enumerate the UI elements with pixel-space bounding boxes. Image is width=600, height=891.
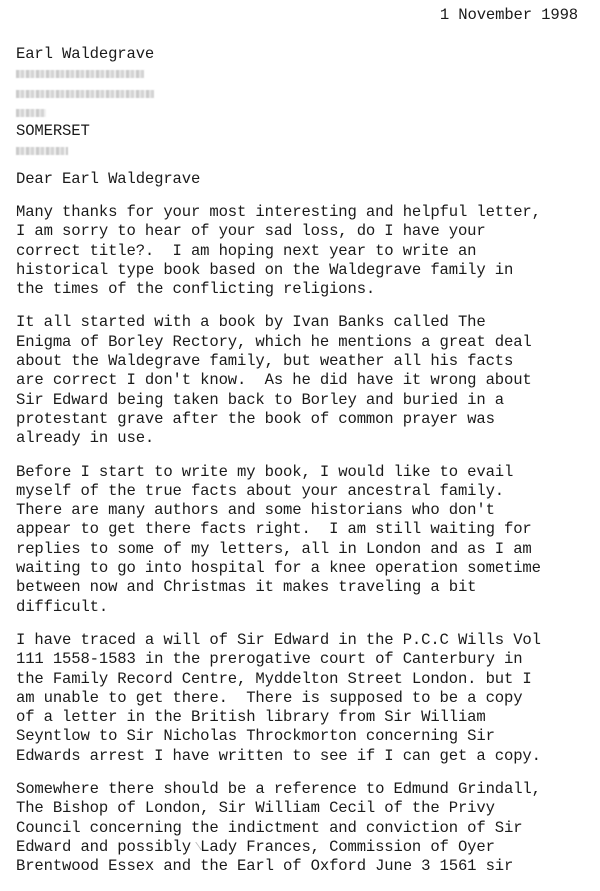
text-line: Edwards arrest I have written to see if I can get a copy. bbox=[16, 746, 541, 765]
text-line: correct title?. I am hoping next year to write an bbox=[16, 241, 477, 260]
text-line: 111 1558-1583 in the prerogative court of Canterbury in bbox=[16, 650, 523, 669]
recipient-address bbox=[16, 45, 154, 161]
text-line: Seyntlow to Sir Nicholas Throckmorton concerning Sir bbox=[16, 727, 495, 746]
paragraph bbox=[16, 203, 596, 299]
text-line: Enigma of Borley Rectory, which he mentions a great deal bbox=[16, 332, 532, 351]
text-line: protestant grave after the book of common prayer was bbox=[16, 409, 495, 428]
recipient-name: Earl Waldegrave bbox=[16, 45, 155, 63]
paragraph bbox=[16, 631, 596, 766]
text-line: I am sorry to hear of your sad loss, do I have your bbox=[16, 222, 486, 241]
text-line: of a letter in the British library from Sir William bbox=[16, 708, 486, 727]
salutation: Dear Earl Waldegrave bbox=[16, 170, 201, 188]
text-line: are correct I don't know. As he did have it wrong about bbox=[16, 371, 532, 390]
text-line: between now and Christmas it makes traveling a bit bbox=[16, 578, 477, 597]
text-line: difficult. bbox=[16, 597, 109, 616]
text-line: the Family Record Centre, Myddelton Street London. but I bbox=[16, 669, 532, 688]
redacted-address-line bbox=[16, 64, 154, 83]
paragraph bbox=[16, 313, 596, 448]
text-line: It all started with a book by Ivan Banks called The bbox=[16, 313, 486, 332]
text-line: about the Waldegrave family, but weather all his facts bbox=[16, 352, 514, 371]
text-line: replies to some of my letters, all in London and as I am bbox=[16, 539, 532, 558]
paragraph bbox=[16, 463, 596, 617]
letter-body bbox=[16, 203, 596, 891]
redacted-address-line bbox=[16, 103, 154, 122]
text-line: The Bishop of London, Sir William Cecil of the Privy bbox=[16, 799, 495, 818]
text-line: Council concerning the indictment and conviction of Sir bbox=[16, 818, 523, 837]
text-line: Sir Edward being taken back to Borley and buried in a bbox=[16, 390, 505, 409]
text-line: historical type book based on the Waldegrave family in bbox=[16, 260, 514, 279]
text-line: Brentwood Essex and the Earl of Oxford June 3 1561 sir bbox=[16, 857, 514, 876]
text-line: I have traced a will of Sir Edward in the P.C.C Wills Vol bbox=[16, 630, 541, 649]
text-line: Edward and possibly Lady Frances, Commission of Oyer bbox=[16, 837, 495, 856]
text-line: already in use. bbox=[16, 429, 155, 448]
text-line: Many thanks for your most interesting and helpful letter, bbox=[16, 203, 541, 221]
text-line: There are many authors and some historians who don't bbox=[16, 501, 495, 520]
text-line: waiting to go into hospital for a knee operation sometime bbox=[16, 559, 541, 578]
recipient-county: SOMERSET bbox=[16, 122, 90, 141]
text-line: myself of the true facts about your ancestral family. bbox=[16, 481, 505, 500]
text-line: am unable to get there. There is supposed to be a copy bbox=[16, 688, 523, 707]
text-line: Somewhere there should be a reference to Edmund Grindall, bbox=[16, 780, 541, 799]
text-line: appear to get there facts right. I am still waiting for bbox=[16, 520, 532, 539]
letter-date: 1 November 1998 bbox=[439, 6, 578, 24]
text-line: the times of the conflicting religions. bbox=[16, 280, 376, 299]
text-line: Before I start to write my book, I would like to evail bbox=[16, 462, 514, 481]
redacted-address-line bbox=[16, 84, 154, 103]
redacted-postcode bbox=[16, 141, 154, 160]
paragraph bbox=[16, 780, 596, 876]
